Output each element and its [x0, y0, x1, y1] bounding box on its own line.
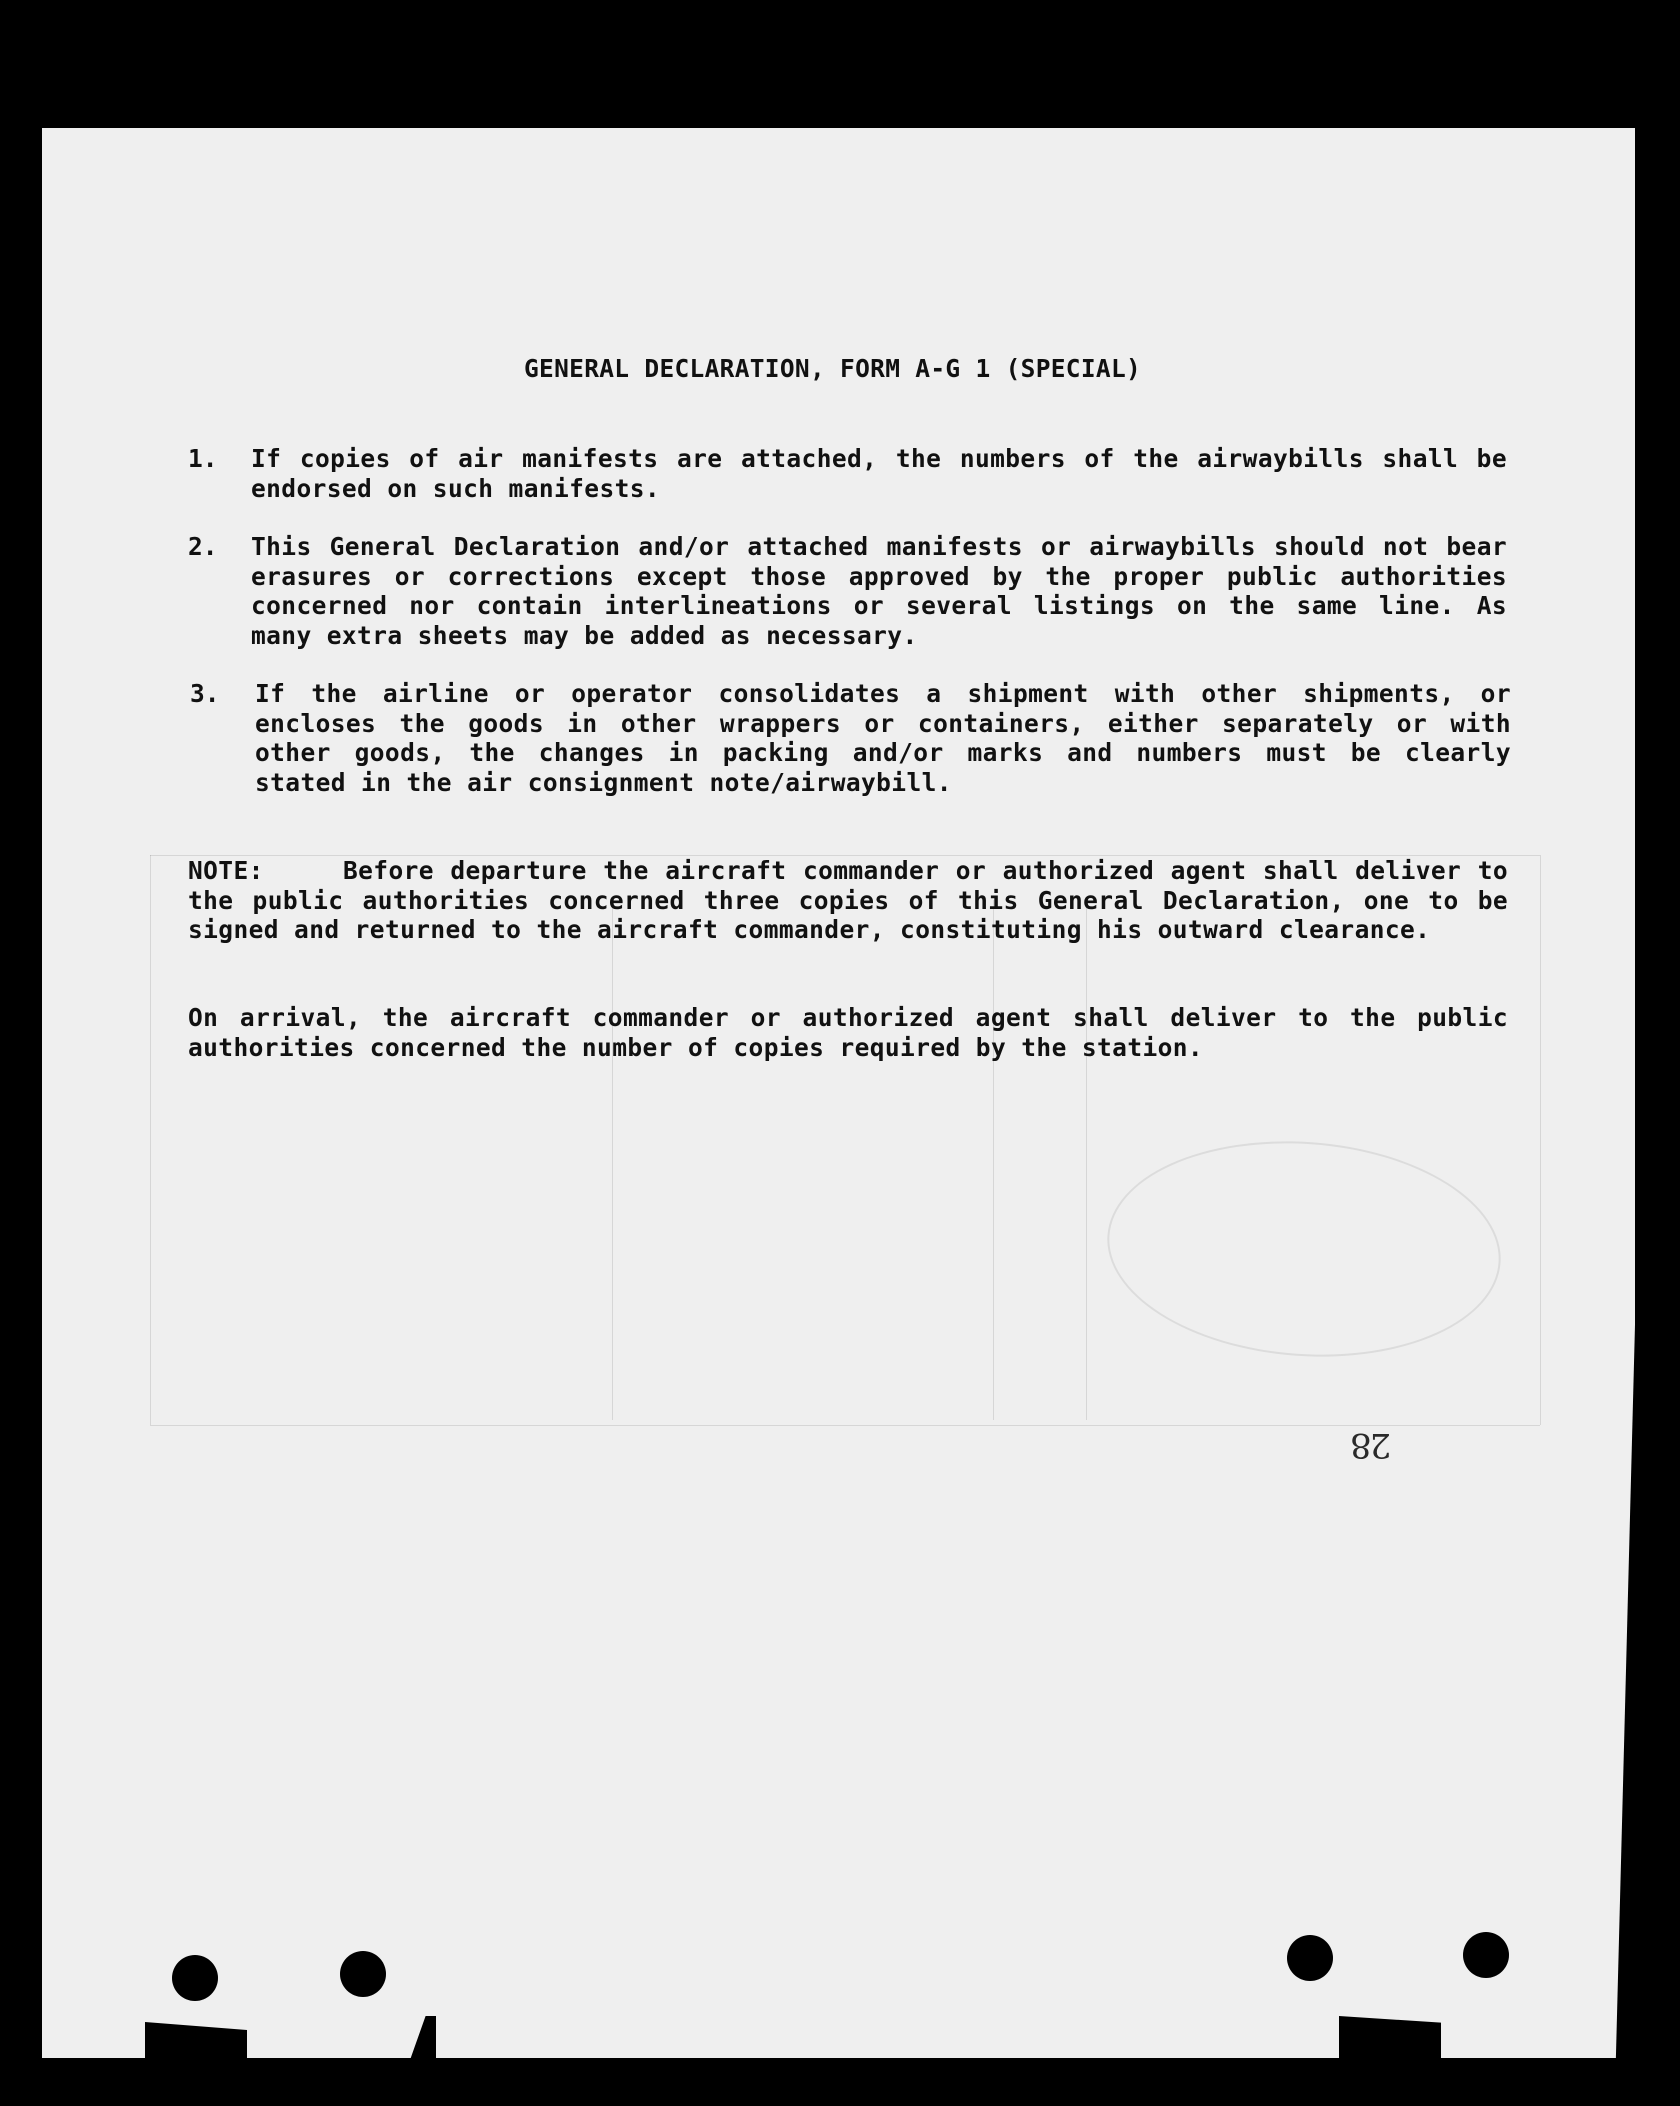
- bleed-through-line: [150, 1425, 1540, 1426]
- punch-hole: [172, 1955, 218, 2001]
- document-page: [42, 128, 1635, 2058]
- item-text: If copies of air manifests are attached, the numbers of the airwaybills shall be endorsed on such manifests.: [251, 444, 1507, 503]
- item-text: If the airline or operator consolidates a shipment with other shipments, or encloses the goods in other wrappers or containers, either separately or with other goods, the changes in packing and/or marks and numbers must be clearly stated in the air consignment note/airwaybill.: [255, 679, 1511, 797]
- bleed-through-line: [1086, 900, 1087, 1420]
- page-mark: 28: [1352, 1425, 1392, 1465]
- note-label: NOTE:: [188, 856, 264, 885]
- bleed-through-line: [1540, 855, 1541, 1425]
- bleed-through-line: [612, 900, 613, 1420]
- punch-hole: [340, 1951, 386, 1997]
- punch-hole: [1463, 1932, 1509, 1978]
- item-number: 1.: [188, 444, 218, 473]
- item-text: This General Declaration and/or attached manifests or airwaybills should not bear erasures or corrections except those approved by the proper public authorities concerned nor contain interlineations or several listings on the same line. As many extra sheets may be added as necessary.: [251, 532, 1507, 650]
- item-number: 2.: [188, 532, 218, 561]
- note-text: Before departure the aircraft commander or authorized agent shall deliver to the public authorities concerned three copies of this General Declaration, one to be signed and returned to the aircraft commander, constituting his outward clearance.: [188, 856, 1508, 944]
- item-number: 3.: [190, 679, 220, 708]
- bleed-through-line: [993, 900, 994, 1420]
- bleed-through-line: [150, 855, 151, 1425]
- note-paragraph: [188, 856, 1508, 945]
- binding-tab: [1339, 2016, 1441, 2060]
- document-title: GENERAL DECLARATION, FORM A-G 1 (SPECIAL): [524, 354, 1142, 383]
- arrival-paragraph: On arrival, the aircraft commander or authorized agent shall deliver to the public authorities concerned the number of copies required by the station.: [188, 1003, 1508, 1062]
- punch-hole: [1287, 1935, 1333, 1981]
